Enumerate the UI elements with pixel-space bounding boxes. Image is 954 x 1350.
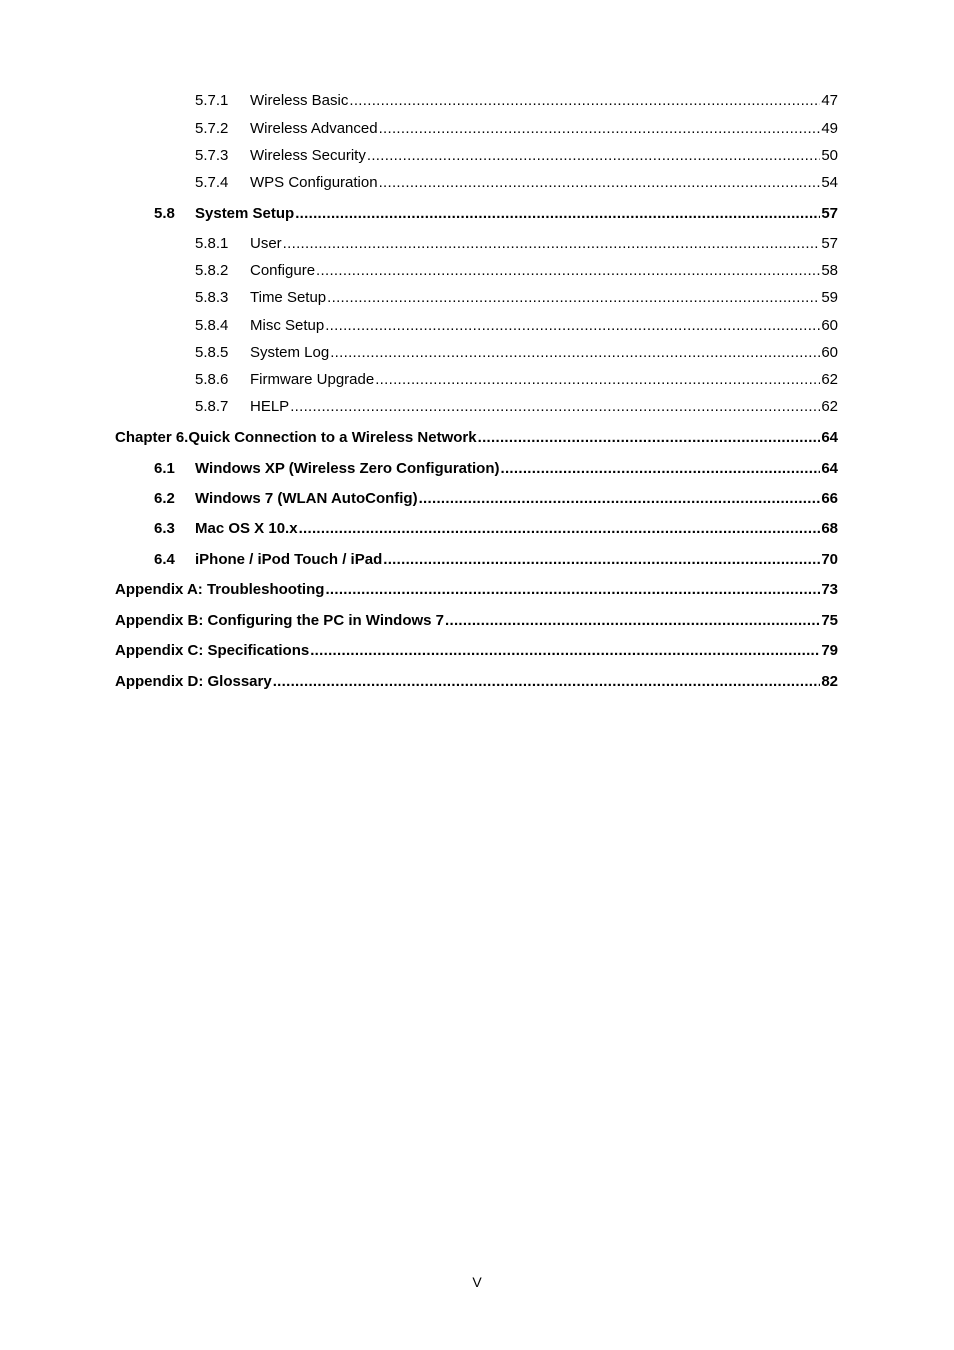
toc-entry-title: Configure [250,262,316,279]
toc-entry-page: 64 [821,460,838,477]
toc-entry-number: 5.7.4 [195,174,229,191]
toc-entry-page: 60 [821,344,838,361]
toc-entry-title: Misc Setup [250,317,325,334]
toc-entry-title: Appendix D: Glossary [115,673,272,690]
toc-dot-leader [383,551,820,569]
toc-entry-number: 6.1 [154,460,175,477]
toc-dot-leader [283,235,821,253]
toc-entry[interactable] [195,344,838,362]
toc-entry-number: 5.8.7 [195,398,229,415]
toc-entry-number: 5.7.2 [195,120,229,137]
toc-entry[interactable] [154,520,838,538]
toc-entry-title: System Log [250,344,330,361]
toc-dot-leader [375,371,820,389]
toc-dot-leader [445,612,820,630]
toc-entry-page: 57 [821,235,838,252]
toc-dot-leader [349,92,820,110]
toc-entry-page: 66 [821,490,838,507]
toc-entry-page: 50 [821,147,838,164]
toc-entry-title: System Setup [195,205,295,222]
toc-entry[interactable] [154,490,838,508]
toc-entry[interactable] [195,235,838,253]
toc-dot-leader [379,174,821,192]
toc-entry[interactable] [195,289,838,307]
toc-dot-leader [500,460,820,478]
toc-entry-number: 5.8.4 [195,317,229,334]
toc-entry-page: 60 [821,317,838,334]
toc-entry-page: 47 [821,92,838,109]
toc-entry[interactable] [154,551,838,569]
toc-entry[interactable] [115,673,838,691]
toc-entry-title: Firmware Upgrade [250,371,375,388]
toc-dot-leader [325,581,820,599]
toc-entry-page: 62 [821,371,838,388]
toc-entry-title: Time Setup [250,289,327,306]
toc-entry-title: Wireless Security [250,147,366,164]
toc-entry[interactable] [195,174,838,192]
toc-entry[interactable] [115,429,838,447]
toc-entry-number: 5.8.1 [195,235,229,252]
toc-dot-leader [379,120,821,138]
toc-entry-page: 75 [821,612,838,629]
toc-dot-leader [295,205,820,223]
toc-entry-page: 70 [821,551,838,568]
toc-entry-page: 68 [821,520,838,537]
toc-entry-title: WPS Configuration [250,174,378,191]
toc-entry-title: Appendix B: Configuring the PC in Windows 7 [115,612,445,629]
toc-entry-number: 5.8.6 [195,371,229,388]
toc-entry-page: 49 [821,120,838,137]
toc-entry-title: Windows 7 (WLAN AutoConfig) [195,490,418,507]
toc-entry-page: 73 [821,581,838,598]
toc-entry-page: 82 [821,673,838,690]
toc-dot-leader [367,147,820,165]
toc-dot-leader [325,317,820,335]
toc-dot-leader [290,398,820,416]
toc-entry[interactable] [154,460,838,478]
toc-entry-number: 5.7.1 [195,92,229,109]
toc-entry[interactable] [195,317,838,335]
toc-entry-title: Appendix A: Troubleshooting [115,581,325,598]
toc-dot-leader [299,520,821,538]
toc-entry-page: 54 [821,174,838,191]
toc-entry-number: 5.7.3 [195,147,229,164]
toc-entry[interactable] [195,120,838,138]
toc-entry-page: 57 [821,205,838,222]
toc-entry-number: 6.3 [154,520,175,537]
toc-entry-number: 5.8.2 [195,262,229,279]
toc-entry-title: Windows XP (Wireless Zero Configuration) [195,460,500,477]
page-number-footer: V [472,1274,482,1290]
toc-dot-leader [310,642,820,660]
toc-entry-title: Chapter 6.Quick Connection to a Wireless Network [115,429,477,446]
toc-entry-title: Wireless Basic [250,92,349,109]
toc-entry-title: iPhone / iPod Touch / iPad [195,551,383,568]
toc-entry-page: 79 [821,642,838,659]
toc-dot-leader [273,673,821,691]
toc-entry[interactable] [154,205,838,223]
toc-entry-number: 5.8 [154,205,175,222]
toc-entry-number: 6.2 [154,490,175,507]
toc-entry[interactable] [195,398,838,416]
toc-dot-leader [419,490,821,508]
toc-entry-title: HELP [250,398,290,415]
toc-entry[interactable] [195,92,838,110]
toc-entry-title: Appendix C: Specifications [115,642,310,659]
toc-dot-leader [330,344,820,362]
toc-entry-title: Mac OS X 10.x [195,520,298,537]
toc-entry[interactable] [115,581,838,599]
toc-entry-title: Wireless Advanced [250,120,378,137]
toc-dot-leader [316,262,820,280]
toc-entry[interactable] [115,612,838,630]
toc-entry-page: 58 [821,262,838,279]
toc-entry-page: 62 [821,398,838,415]
toc-entry[interactable] [115,642,838,660]
toc-entry-page: 64 [821,429,838,446]
toc-dot-leader [327,289,820,307]
toc-entry[interactable] [195,147,838,165]
toc-entry-title: User [250,235,282,252]
toc-entry-number: 5.8.5 [195,344,229,361]
toc-entry[interactable] [195,262,838,280]
toc-dot-leader [478,429,821,447]
toc-entry-number: 5.8.3 [195,289,229,306]
toc-entry[interactable] [195,371,838,389]
toc-entry-number: 6.4 [154,551,175,568]
toc-entry-page: 59 [821,289,838,306]
